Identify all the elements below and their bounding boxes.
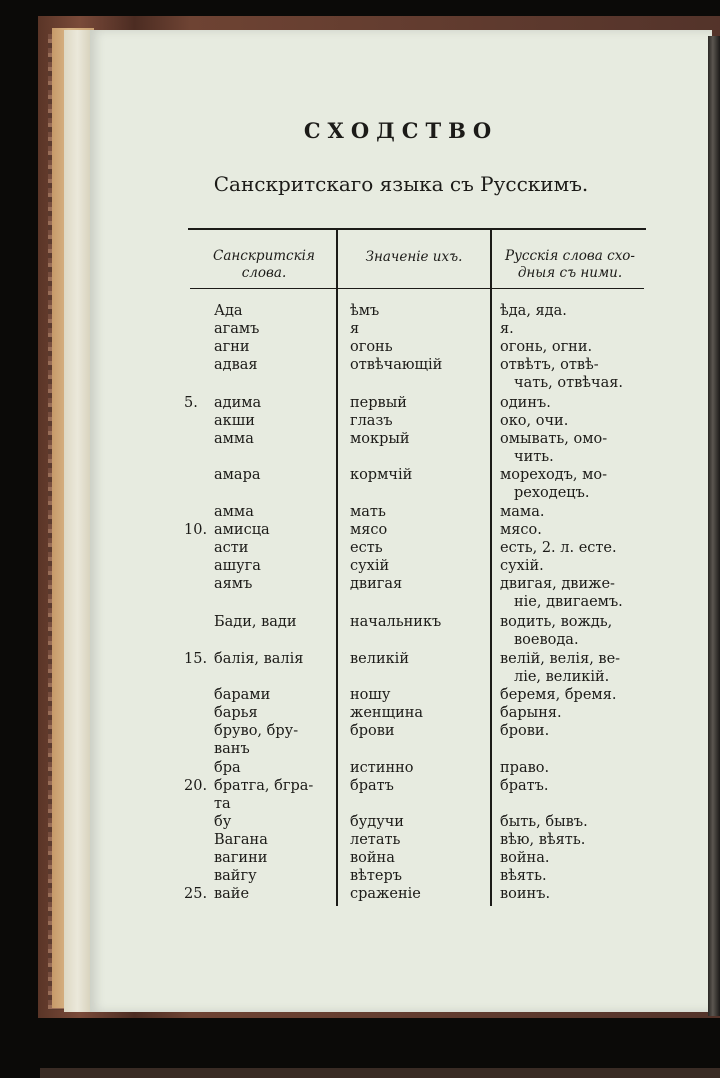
- sanskrit-word: амара: [214, 467, 261, 483]
- word-meaning: огонь: [350, 339, 393, 355]
- russian-word: око, очи.: [500, 413, 569, 429]
- sanskrit-word: адвая: [214, 357, 258, 373]
- word-meaning: великій: [350, 651, 409, 667]
- russian-word: велій, велія, ве-: [500, 651, 621, 667]
- flyleaf: [64, 30, 92, 1012]
- sanskrit-word: бра: [214, 760, 241, 776]
- russian-word: я.: [500, 321, 514, 337]
- sanskrit-word: та: [214, 796, 231, 812]
- russian-word: брови.: [500, 723, 550, 739]
- russian-word: вѣять.: [500, 868, 547, 884]
- header-russian-line-2: дныя съ ними.: [517, 265, 623, 281]
- sanskrit-word: барья: [214, 705, 258, 721]
- word-meaning: начальникъ: [350, 614, 442, 630]
- sanskrit-word: вайе: [214, 886, 250, 902]
- bottom-page-strip: [40, 1068, 720, 1078]
- sanskrit-word: Вагана: [214, 832, 268, 848]
- sanskrit-word: амма: [214, 504, 254, 520]
- sanskrit-word: барами: [214, 687, 271, 703]
- word-meaning: ѣмъ: [350, 303, 380, 319]
- word-meaning: сраженіе: [350, 886, 421, 902]
- word-meaning: первый: [350, 395, 407, 411]
- word-meaning: двигая: [350, 576, 403, 592]
- russian-word: мясо.: [500, 522, 542, 538]
- word-meaning: вѣтеръ: [350, 868, 403, 884]
- header-russian-line-1: Русскія слова схо-: [505, 248, 635, 264]
- russian-word: реходецъ.: [514, 485, 590, 501]
- russian-word: право.: [500, 760, 550, 776]
- russian-word: водить, вождь,: [500, 614, 613, 630]
- header-sanskrit-words: [196, 248, 332, 282]
- row-number: 25.: [184, 886, 208, 902]
- word-meaning: братъ: [350, 778, 394, 794]
- sanskrit-word: вагини: [214, 850, 268, 866]
- word-meaning: глазъ: [350, 413, 393, 429]
- sanskrit-word: аямъ: [214, 576, 253, 592]
- header-sanskrit-line-2: слова.: [241, 265, 287, 281]
- word-meaning: мать: [350, 504, 386, 520]
- word-meaning: летать: [350, 832, 401, 848]
- table-header-rule: [190, 288, 644, 289]
- sanskrit-word: ванъ: [214, 741, 250, 757]
- russian-word: огонь, огни.: [500, 339, 593, 355]
- sanskrit-word: акши: [214, 413, 255, 429]
- sanskrit-word: агни: [214, 339, 250, 355]
- page-title: СХОДСТВО: [303, 118, 499, 143]
- russian-word: двигая, движе-: [500, 576, 615, 592]
- russian-word: ѣда, яда.: [500, 303, 567, 319]
- table-top-rule: [188, 228, 646, 230]
- sanskrit-word: амисца: [214, 522, 270, 538]
- sanskrit-word: агамъ: [214, 321, 260, 337]
- sanskrit-word: асти: [214, 540, 249, 556]
- russian-word: одинъ.: [500, 395, 551, 411]
- sanskrit-word: Ада: [214, 303, 243, 319]
- russian-word: братъ.: [500, 778, 549, 794]
- russian-word: воинъ.: [500, 886, 551, 902]
- word-meaning: брови: [350, 723, 395, 739]
- header-russian-words: [494, 248, 646, 282]
- russian-word: есть, 2. л. есте.: [500, 540, 617, 556]
- row-number: 5.: [184, 395, 198, 411]
- sanskrit-word: бу: [214, 814, 232, 830]
- russian-word: чить.: [514, 449, 554, 465]
- russian-word: ліе, великій.: [514, 669, 610, 685]
- sanskrit-word: ашуга: [214, 558, 261, 574]
- row-number: 10.: [184, 522, 208, 538]
- sanskrit-word: бруво, бру-: [214, 723, 299, 739]
- russian-word: война.: [500, 850, 550, 866]
- sanskrit-word: вайгу: [214, 868, 257, 884]
- russian-word: чать, отвѣчая.: [514, 375, 624, 391]
- word-meaning: кормчій: [350, 467, 413, 483]
- word-meaning: женщина: [350, 705, 424, 721]
- russian-word: вѣю, вѣять.: [500, 832, 586, 848]
- word-meaning: отвѣчающій: [350, 357, 443, 373]
- word-meaning: война: [350, 850, 395, 866]
- page-subtitle: Санскритскаго языка съ Русскимъ.: [213, 172, 589, 196]
- word-meaning: есть: [350, 540, 383, 556]
- russian-word: омывать, омо-: [500, 431, 608, 447]
- sanskrit-word: Бади, вади: [214, 614, 297, 630]
- russian-word: мореходъ, мо-: [500, 467, 608, 483]
- sanskrit-word: адима: [214, 395, 262, 411]
- sanskrit-word: братга, бгра-: [214, 778, 314, 794]
- word-meaning: мокрый: [350, 431, 410, 447]
- header-sanskrit-line-1: Санскритскія: [213, 248, 315, 264]
- russian-word: барыня.: [500, 705, 562, 721]
- russian-word: быть, бывъ.: [500, 814, 588, 830]
- column-divider-1: [336, 228, 338, 906]
- word-meaning: истинно: [350, 760, 414, 776]
- russian-word: отвѣтъ, отвѣ-: [500, 357, 599, 373]
- russian-word: ніе, двигаемъ.: [514, 594, 623, 610]
- word-meaning: я: [350, 321, 360, 337]
- column-divider-2: [490, 228, 492, 906]
- russian-word: беремя, бремя.: [500, 687, 617, 703]
- russian-word: сухій.: [500, 558, 544, 574]
- russian-word: мама.: [500, 504, 545, 520]
- word-meaning: сухій: [350, 558, 390, 574]
- row-number: 15.: [184, 651, 208, 667]
- header-meaning: Значеніе ихъ.: [365, 249, 463, 265]
- word-meaning: мясо: [350, 522, 388, 538]
- row-number: 20.: [184, 778, 208, 794]
- russian-word: воевода.: [514, 632, 579, 648]
- word-meaning: будучи: [350, 814, 404, 830]
- word-meaning: ношу: [350, 687, 391, 703]
- sanskrit-word: балія, валія: [214, 651, 304, 667]
- sanskrit-word: амма: [214, 431, 254, 447]
